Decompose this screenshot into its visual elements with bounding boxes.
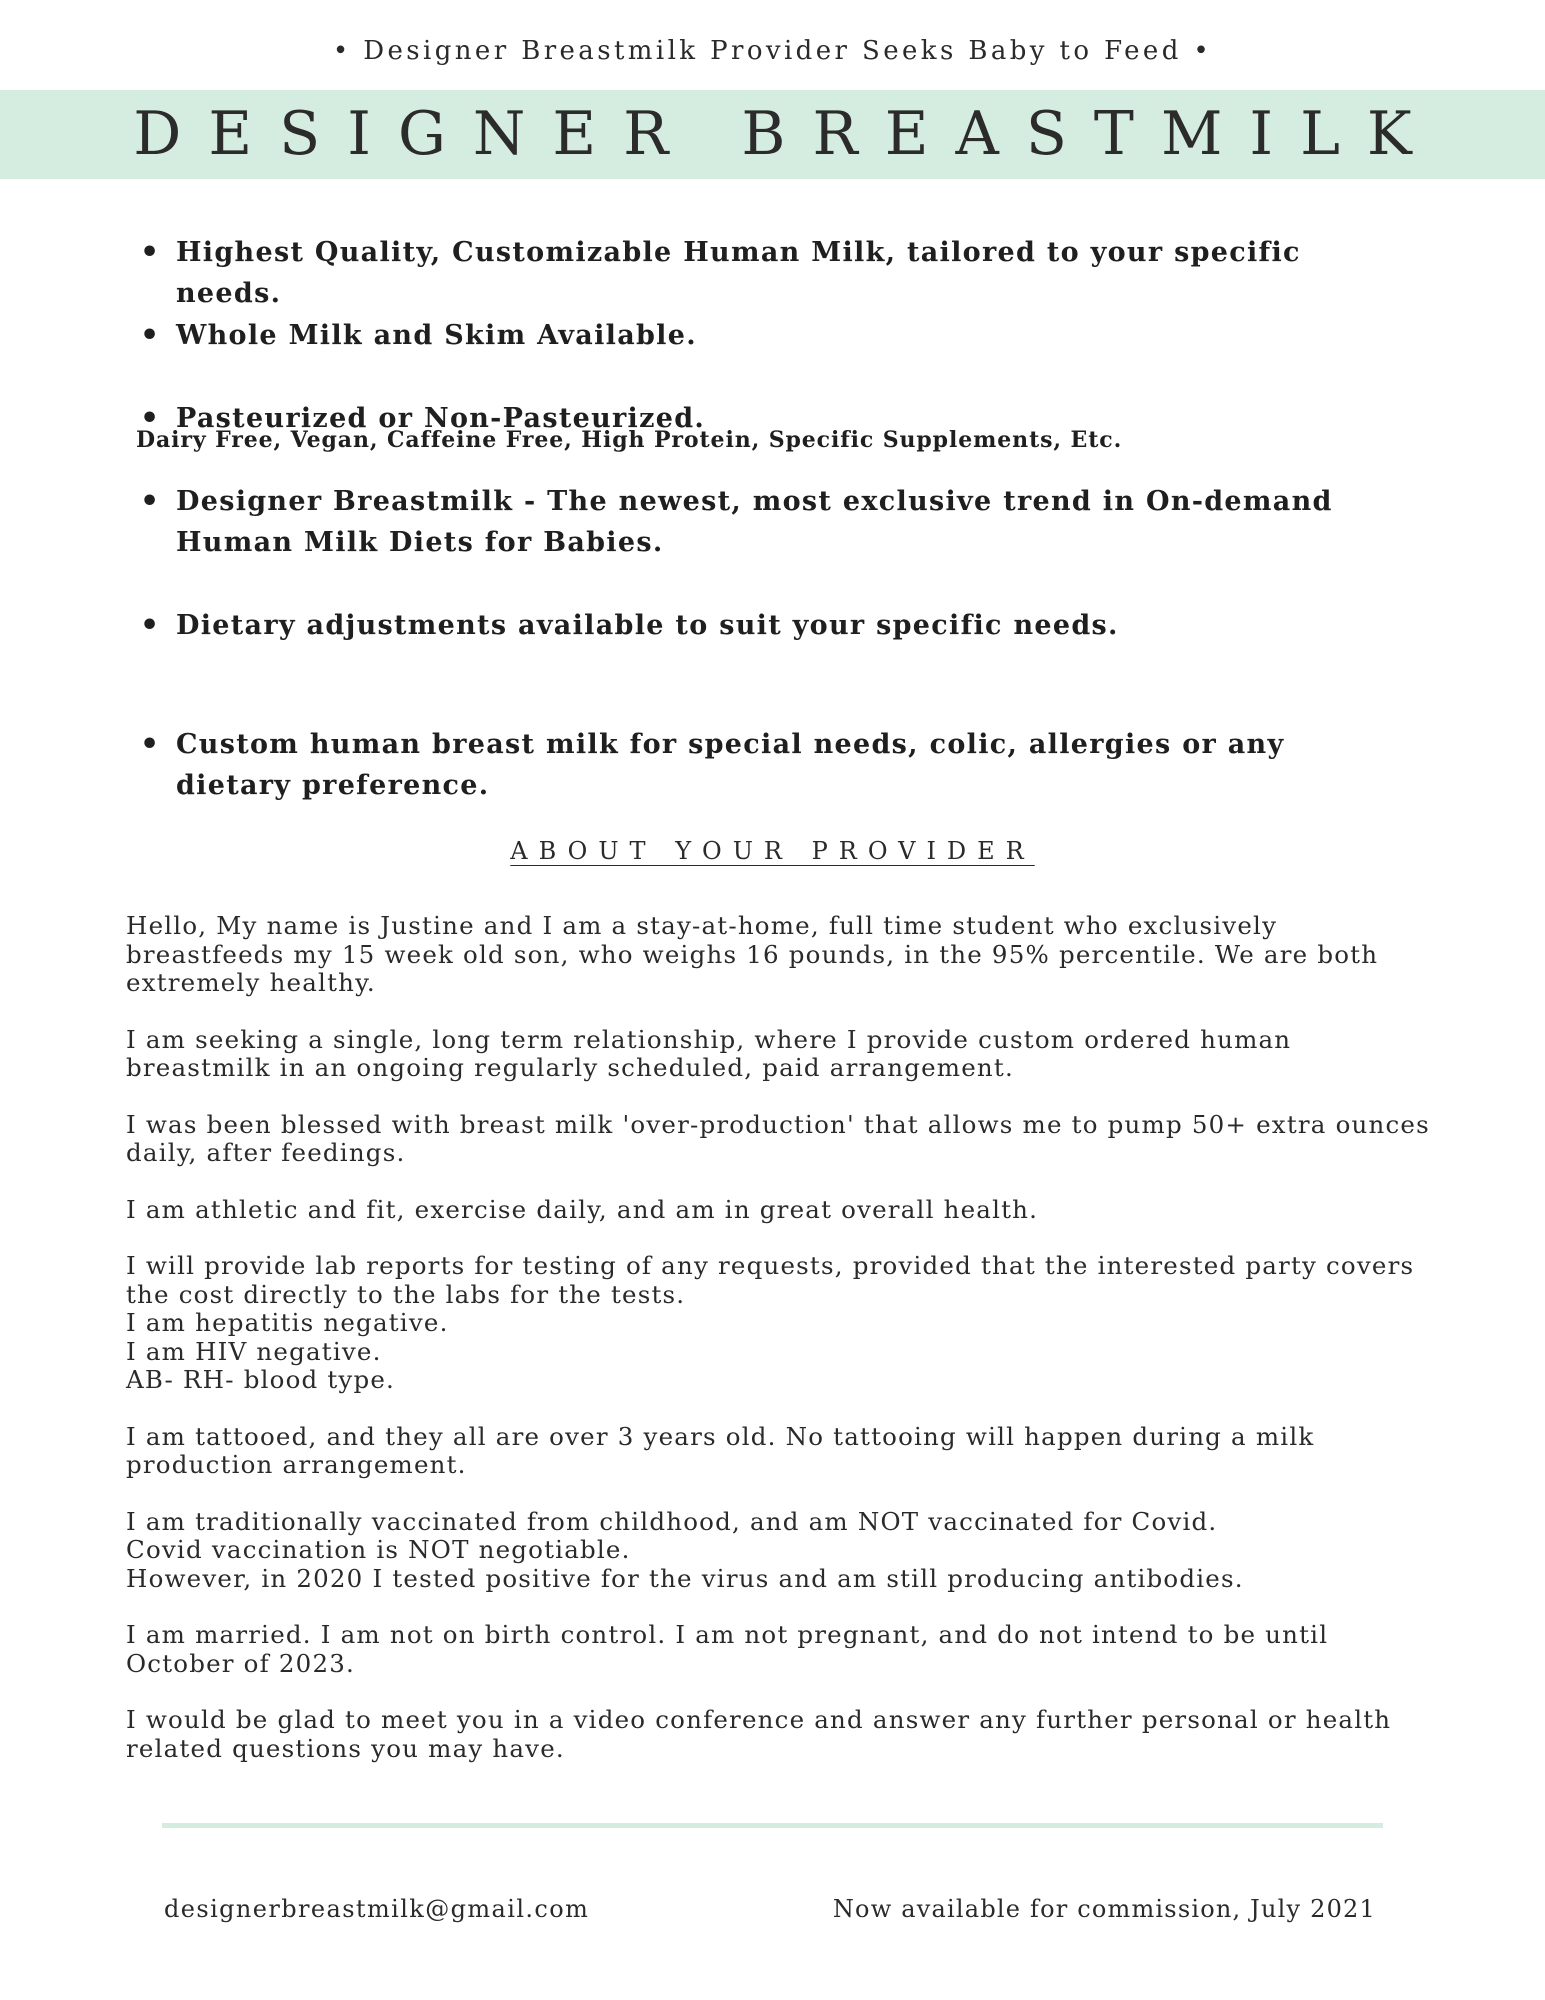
text-line: I am HIV negative. [126, 1336, 382, 1366]
text-line: I was been blessed with breast milk 'over-production' that allows me to pump 50+ extra ounces [126, 1109, 1430, 1139]
text-line: I am hepatitis negative. [126, 1308, 449, 1337]
availability-note: Now available for commission, July 2021 [832, 1895, 1376, 1923]
text-line: the cost directly to the labs for the tests. [126, 1279, 686, 1309]
feature-text: Whole Milk and Skim Available. [176, 320, 697, 351]
text-line: I am athletic and fit, exercise daily, and am in great overall health. [126, 1194, 1039, 1224]
about-paragraph [126, 1252, 1426, 1395]
feature-text: Custom human breast milk for special needs, colic, allergies or any dietary preference. [176, 729, 1285, 801]
text-line: Covid vaccination is NOT negotiable. [126, 1535, 631, 1564]
text-line: breastfeeds my 15 week old son, who weighs 16 pounds, in the 95% percentile. We are both [126, 939, 1379, 969]
text-line: breastmilk in an ongoing regularly scheduled, paid arrangement. [126, 1053, 1014, 1082]
text-line: production arrangement. [126, 1450, 467, 1479]
text-line: daily, after feedings. [126, 1138, 406, 1167]
feature-text: Pasteurized or Non-Pasteurized. [176, 403, 706, 434]
about-paragraph [126, 1621, 1426, 1678]
text-line: Hello, My name is Justine and I am a stay-at-home, full time student who exclusively [126, 911, 1278, 940]
about-paragraph [126, 1508, 1426, 1594]
text-line: related questions you may have. [126, 1733, 565, 1763]
about-section [126, 911, 1430, 1791]
about-paragraph [126, 912, 1426, 998]
text-line: extremely healthy. [126, 968, 376, 997]
text-line: I am tattooed, and they all are over 3 years old. No tattooing will happen during a milk [126, 1421, 1315, 1451]
dietary-options: Dairy Free, Vegan, Caffeine Free, High Protein, Specific Supplements, Etc. [136, 427, 1123, 453]
feature-text: Dietary adjustments available to suit your specific needs. [176, 610, 1119, 641]
text-line: AB- RH- blood type. [126, 1365, 396, 1394]
bullet-icon: • [140, 727, 160, 762]
bullet-icon: • [140, 235, 160, 270]
text-line: I would be glad to meet you in a video conference and answer any further personal or health [126, 1705, 1392, 1734]
text-line: I am traditionally vaccinated from childhood, and am NOT vaccinated for Covid. [126, 1506, 1218, 1536]
about-paragraph [126, 1423, 1426, 1480]
text-line: I am seeking a single, long term relationship, where I provide custom ordered human [126, 1024, 1292, 1054]
about-heading-text: ABOUT YOUR PROVIDER [510, 837, 1035, 865]
about-paragraph [126, 1026, 1426, 1083]
feature-text: Highest Quality, Customizable Human Milk, tailored to your specific needs. [176, 237, 1301, 309]
text-line: I will provide lab reports for testing of any requests, provided that the interested party covers [126, 1251, 1415, 1280]
text-line: However, in 2020 I tested positive for the virus and am still producing antibodies. [126, 1563, 1244, 1593]
about-heading [0, 834, 1545, 868]
bullet-icon: • [140, 318, 160, 353]
tagline: • Designer Breastmilk Provider Seeks Baby to Feed • [332, 36, 1213, 66]
page-title: DESIGNER BREASTMILK [133, 99, 1439, 169]
text-line: October of 2023. [126, 1648, 356, 1678]
bullet-icon: • [140, 484, 160, 519]
about-paragraph [126, 1196, 1426, 1225]
contact-email-link[interactable]: designerbreastmilk@gmail.com [164, 1895, 590, 1923]
feature-text: Designer Breastmilk - The newest, most exclusive trend in On-demand Human Milk Diets for Babies. [176, 486, 1333, 558]
about-paragraph [126, 1109, 1430, 1168]
footer-divider [162, 1823, 1383, 1828]
bullet-icon: • [140, 401, 160, 436]
about-paragraph [126, 1706, 1426, 1763]
bullet-icon: • [140, 608, 160, 643]
text-line: I am married. I am not on birth control. I am not pregnant, and do not intend to be until [126, 1620, 1329, 1649]
